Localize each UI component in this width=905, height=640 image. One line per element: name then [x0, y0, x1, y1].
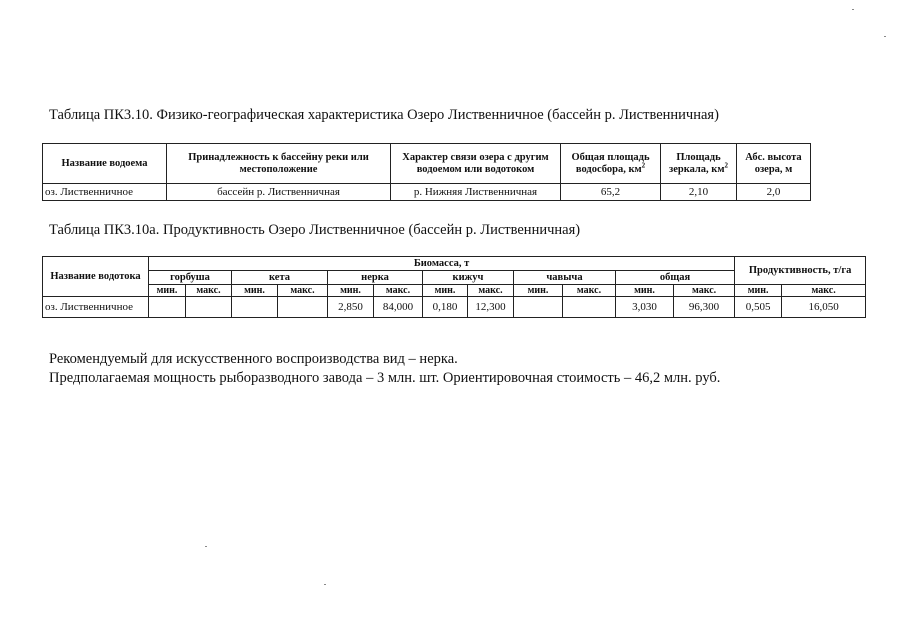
header-max: макс.: [186, 285, 232, 297]
cell-name: оз. Лиственничное: [43, 297, 149, 318]
header-biomass: Биомасса, т: [149, 257, 735, 271]
cell-pink-min: [149, 297, 186, 318]
cell-catchment-area: 65,2: [561, 184, 661, 201]
table1-caption: Таблица ПК3.10. Физико-географическая характеристика Озеро Лиственничное (бассейн р. Лиственничная): [49, 107, 719, 123]
header-max: макс.: [278, 285, 328, 297]
header-catchment-area: Общая площадь водосбора, $км^2$: [561, 144, 661, 184]
table2-caption: Таблица ПК3.10а. Продуктивность Озеро Лиственничное (бассейн р. Лиственничная): [49, 222, 581, 238]
cell-altitude: 2,0: [737, 184, 811, 201]
cell-coho-max: 12,300: [468, 297, 514, 318]
header-max: макс.: [468, 285, 514, 297]
cell-productivity-min: 0,505: [735, 297, 782, 318]
header-min: мин.: [232, 285, 278, 297]
cell-chum-max: [278, 297, 328, 318]
cell-chum-min: [232, 297, 278, 318]
header-altitude: Абс. высота озера, м: [737, 144, 811, 184]
header-water-body-name: Название водоема: [43, 144, 167, 184]
productivity-table: [42, 256, 866, 318]
header-max: макс.: [563, 285, 616, 297]
header-max: макс.: [674, 285, 735, 297]
cell-total-max: 96,300: [674, 297, 735, 318]
table-row: [43, 184, 811, 201]
cell-pink-max: [186, 297, 232, 318]
scan-speck: [324, 584, 326, 585]
header-species-sockeye: нерка: [328, 271, 423, 285]
header-max: макс.: [374, 285, 423, 297]
header-min: мин.: [735, 285, 782, 297]
cell-mirror-area: 2,10: [661, 184, 737, 201]
cell-connection: р. Нижняя Лиственничная: [391, 184, 561, 201]
cell-coho-min: 0,180: [423, 297, 468, 318]
cell-chinook-min: [514, 297, 563, 318]
header-productivity: Продуктивность, т/га: [735, 257, 866, 285]
header-min: мин.: [149, 285, 186, 297]
cell-productivity-max: 16,050: [782, 297, 866, 318]
cell-sockeye-max: 84,000: [374, 297, 423, 318]
header-species-chinook: чавыча: [514, 271, 616, 285]
header-watercourse-name: Название водотока: [43, 257, 149, 297]
scan-speck: [884, 36, 886, 37]
header-min: мин.: [423, 285, 468, 297]
cell-total-min: 3,030: [616, 297, 674, 318]
cell-sockeye-min: 2,850: [328, 297, 374, 318]
header-species-coho: кижуч: [423, 271, 514, 285]
cell-name: оз. Лиственничное: [43, 184, 167, 201]
cell-basin: бассейн р. Лиственничная: [167, 184, 391, 201]
scan-speck: [852, 9, 854, 10]
header-max: макс.: [782, 285, 866, 297]
recommended-species-text: Рекомендуемый для искусственного воспроизводства вид – нерка.: [49, 351, 458, 367]
header-min: мин.: [514, 285, 563, 297]
scan-speck: [205, 546, 207, 547]
physical-geography-table: [42, 143, 811, 201]
header-mirror-area: Площадь зеркала, $км^2$: [661, 144, 737, 184]
header-connection: Характер связи озера с другим водоемом или водотоком: [391, 144, 561, 184]
table-row: [43, 297, 866, 318]
header-species-pink: горбуша: [149, 271, 232, 285]
header-species-chum: кета: [232, 271, 328, 285]
header-min: мин.: [328, 285, 374, 297]
cell-chinook-max: [563, 297, 616, 318]
header-basin: Принадлежность к бассейну реки или местоположение: [167, 144, 391, 184]
header-min: мин.: [616, 285, 674, 297]
hatchery-capacity-text: Предполагаемая мощность рыборазводного завода – 3 млн. шт. Ориентировочная стоимость – 46,2 млн. руб.: [49, 370, 721, 386]
header-species-total: общая: [616, 271, 735, 285]
